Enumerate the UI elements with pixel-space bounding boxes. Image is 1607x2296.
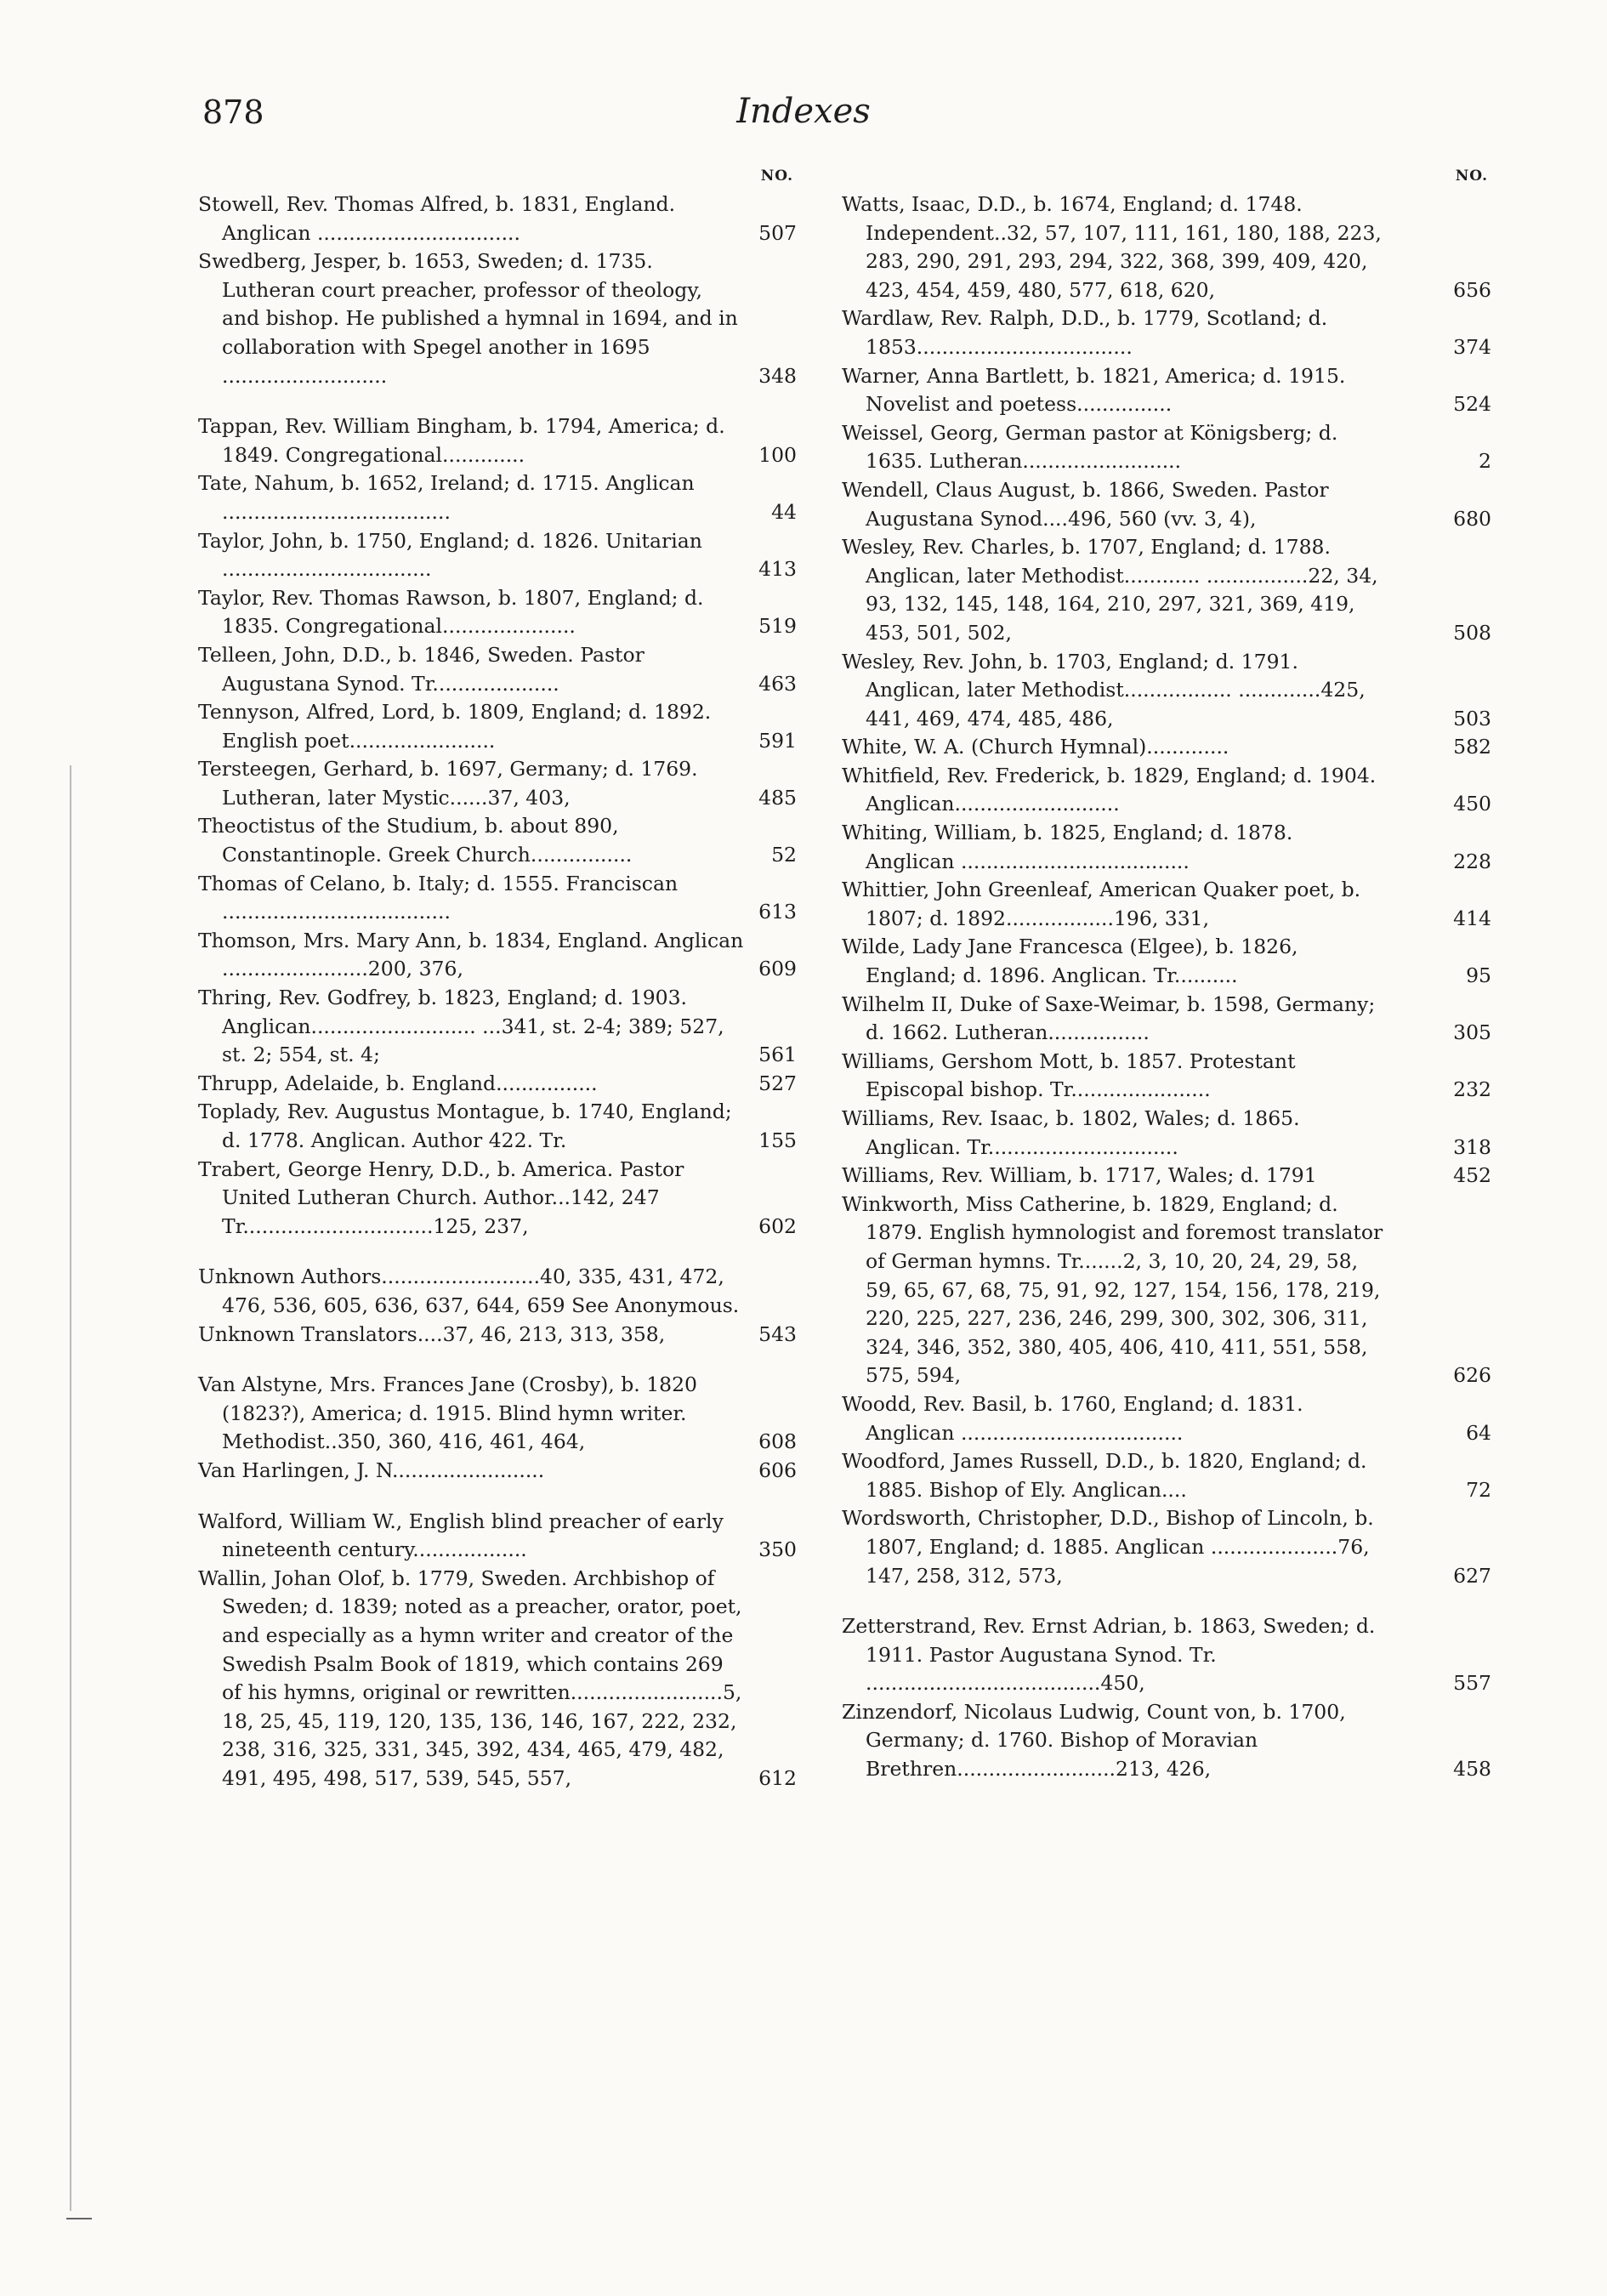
index-entry xyxy=(842,933,1491,990)
index-entry xyxy=(198,1508,797,1565)
entry-text: White, W. A. (Church Hymnal)............. xyxy=(842,735,1229,759)
index-entry xyxy=(842,733,1491,762)
hymn-number: 305 xyxy=(1453,1020,1491,1045)
hymn-number: 64 xyxy=(1466,1420,1491,1445)
index-entry xyxy=(842,190,1491,304)
hymn-number: 503 xyxy=(1453,706,1491,730)
entry-text: Unknown Authors.........................40, 335, 431, 472, 476, 536, 605, 636, 637, 644, 659 See Anonymous. xyxy=(198,1265,740,1317)
entry-text: Trabert, George Henry, D.D., b. America. Pastor United Lutheran Church. Author...142, 247 Tr..............................125, 237, xyxy=(198,1157,684,1238)
index-entry xyxy=(842,362,1491,419)
index-entry xyxy=(198,247,797,390)
entry-text: Whittier, John Greenleaf, American Quaker poet, b. 1807; d. 1892.................196, 331, xyxy=(842,878,1361,930)
hymn-number: 458 xyxy=(1453,1757,1491,1782)
index-entry xyxy=(842,876,1491,933)
entry-text: Taylor, Rev. Thomas Rawson, b. 1807, England; d. 1835. Congregational..................... xyxy=(198,585,704,639)
index-entry xyxy=(842,1048,1491,1105)
entry-text: Wordsworth, Christopher, D.D., Bishop of Lincoln, b. 1807, England; d. 1885. Anglican ....................76, 147, 258, 312, 573, xyxy=(842,1506,1374,1588)
entry-text: Unknown Translators....37, 46, 213, 313, 358, xyxy=(198,1321,666,1346)
letter-group-gap xyxy=(198,1241,793,1263)
running-head: Indexes xyxy=(736,92,871,131)
index-entry xyxy=(198,1070,797,1099)
hymn-number: 656 xyxy=(1453,277,1491,302)
entry-text: Tersteegen, Gerhard, b. 1697, Germany; d. 1769. Lutheran, later Mystic......37, 403, xyxy=(198,757,698,810)
entry-text: Van Harlingen, J. N........................ xyxy=(198,1458,545,1482)
index-entry xyxy=(198,641,797,698)
index-column-right xyxy=(842,162,1491,1784)
hymn-number: 519 xyxy=(758,614,797,639)
index-entry xyxy=(198,1263,793,1320)
entry-text: Tappan, Rev. William Bingham, b. 1794, America; d. 1849. Congregational............. xyxy=(198,414,725,467)
entry-text: Toplady, Rev. Augustus Montague, b. 1740, England; d. 1778. Anglican. Author 422. Tr. xyxy=(198,1100,732,1152)
entry-text: Van Alstyne, Mrs. Frances Jane (Crosby), b. 1820 (1823?), America; d. 1915. Blind hymn writer. Methodist..350, 360, 416, 461, 464, xyxy=(198,1372,698,1454)
hymn-number: 626 xyxy=(1453,1363,1491,1388)
hymn-number: 591 xyxy=(758,728,797,753)
entry-text: Wilde, Lady Jane Francesca (Elgee), b. 1826, England; d. 1896. Anglican. Tr.......... xyxy=(842,935,1298,988)
index-entry xyxy=(198,698,797,755)
column-number-label: NO. xyxy=(1455,168,1488,185)
hymn-number: 485 xyxy=(758,785,797,810)
entry-text: Wesley, Rev. Charles, b. 1707, England; d. 1788. Anglican, later Methodist............ ................22, 34, 93, 132, 145, 148, 164, 210, 297, 321, 369, 419, 453, 501, 502, xyxy=(842,535,1378,645)
hymn-number: 680 xyxy=(1453,506,1491,531)
entry-text: Watts, Isaac, D.D., b. 1674, England; d. 1748. Independent..32, 57, 107, 111, 161, 180, 188, 223, 283, 290, 291, 293, 294, 322, 368, 399, 409, 420, 423, 454, 459, 480, 577, 618, 620, xyxy=(842,192,1382,302)
entry-text: Thrupp, Adelaide, b. England................ xyxy=(198,1071,598,1095)
entry-text: Weissel, Georg, German pastor at Königsberg; d. 1635. Lutheran......................... xyxy=(842,420,1338,474)
index-entry xyxy=(842,1105,1491,1162)
hymn-number: 350 xyxy=(758,1537,797,1562)
entry-text: Whiting, William, b. 1825, England; d. 1878. Anglican .................................... xyxy=(842,821,1293,873)
hymn-number: 450 xyxy=(1453,792,1491,816)
entry-text: Stowell, Rev. Thomas Alfred, b. 1831, England. Anglican ................................ xyxy=(198,192,676,245)
entry-text: Woodd, Rev. Basil, b. 1760, England; d. 1831. Anglican ................................... xyxy=(842,1391,1303,1445)
entry-text: Wallin, Johan Olof, b. 1779, Sweden. Archbishop of Sweden; d. 1839; noted as a preacher, orator, poet, and especially as a hymn writer and creator of the Swedish Psalm Book of 1819, which contains 269 of his hymns, original or rewritten........................5, 18, 25, 45, 119, 120, 135, 136, 146, 167, 222, 232, 238, 316, 325, 331, 345, 392, 434, 465, 479, 482, 491, 495, 498, 517, 539, 545, 557, xyxy=(198,1566,742,1790)
index-entry xyxy=(198,812,797,869)
index-entry xyxy=(842,1447,1491,1504)
entry-text: Whitfield, Rev. Frederick, b. 1829, England; d. 1904. Anglican.......................... xyxy=(842,763,1377,816)
hymn-number: 414 xyxy=(1453,906,1491,930)
hymn-number: 507 xyxy=(758,220,797,245)
letter-group-gap xyxy=(842,1590,1437,1612)
page-number: 878 xyxy=(202,94,264,131)
hymn-number: 463 xyxy=(758,671,797,696)
entry-text: Thring, Rev. Godfrey, b. 1823, England; d. 1903. Anglican.......................... ...341, st. 2-4; 389; 527, st. 2; 554, st. 4; xyxy=(198,986,724,1067)
index-entry xyxy=(842,419,1491,476)
entry-text: Wardlaw, Rev. Ralph, D.D., b. 1779, Scotland; d. 1853.................................. xyxy=(842,306,1328,359)
hymn-number: 543 xyxy=(758,1321,797,1346)
index-entry xyxy=(198,755,797,812)
entry-text: Theoctistus of the Studium, b. about 890, Constantinople. Greek Church................ xyxy=(198,814,633,867)
entry-text: Winkworth, Miss Catherine, b. 1829, England; d. 1879. English hymnologist and foremost translator of German hymns. Tr.......2, 3, 10, 20, 24, 29, 58, 59, 65, 67, 68, 75, 91, 92, 127, 154, 156, 178, 219, 220, 225, 227, 236, 246, 299, 300, 302, 306, 311, 324, 346, 352, 380, 405, 406, 410, 411, 551, 558, 575, 594, xyxy=(842,1191,1383,1388)
hymn-number: 602 xyxy=(758,1213,797,1238)
index-entry xyxy=(198,527,797,584)
index-entry xyxy=(198,927,797,984)
index-entry xyxy=(198,584,797,641)
entry-text: Williams, Rev. Isaac, b. 1802, Wales; d. 1865. Anglican. Tr.............................. xyxy=(842,1106,1300,1159)
entry-text: Woodford, James Russell, D.D., b. 1820, England; d. 1885. Bishop of Ely. Anglican.... xyxy=(842,1449,1367,1502)
index-entry xyxy=(198,190,797,247)
entry-text: Tate, Nahum, b. 1652, Ireland; d. 1715. Anglican .................................... xyxy=(198,471,695,524)
index-entry xyxy=(842,304,1491,361)
entry-text: Tennyson, Alfred, Lord, b. 1809, England; d. 1892. English poet....................... xyxy=(198,700,712,753)
index-entry xyxy=(842,1191,1491,1390)
hymn-number: 609 xyxy=(758,957,797,981)
hymn-number: 155 xyxy=(758,1128,797,1152)
index-entry xyxy=(842,648,1491,734)
entry-text: Williams, Gershom Mott, b. 1857. Protestant Episcopal bishop. Tr...................... xyxy=(842,1049,1296,1102)
entry-text: Taylor, John, b. 1750, England; d. 1826. Unitarian ................................. xyxy=(198,528,702,582)
hymn-number: 524 xyxy=(1453,392,1491,417)
index-entry xyxy=(842,533,1491,647)
hymn-number: 613 xyxy=(758,900,797,924)
hymn-number: 228 xyxy=(1453,849,1491,873)
hymn-number: 527 xyxy=(758,1071,797,1095)
hymn-number: 612 xyxy=(758,1765,797,1790)
letter-group-gap xyxy=(198,390,793,412)
index-entry xyxy=(198,1321,797,1350)
hymn-number: 582 xyxy=(1453,735,1491,759)
index-entry xyxy=(842,1504,1491,1590)
index-entry xyxy=(198,1457,797,1486)
hymn-number: 95 xyxy=(1466,963,1491,988)
entry-text: Telleen, John, D.D., b. 1846, Sweden. Pastor Augustana Synod. Tr.................... xyxy=(198,642,645,696)
hymn-number: 557 xyxy=(1453,1671,1491,1696)
hymn-number: 72 xyxy=(1466,1477,1491,1502)
hymn-number: 606 xyxy=(758,1458,797,1482)
letter-group-gap xyxy=(198,1349,793,1371)
index-entry xyxy=(198,984,797,1070)
index-entry xyxy=(842,991,1491,1048)
entry-text: Walford, William W., English blind preacher of early nineteenth century.................. xyxy=(198,1509,724,1562)
entry-text: Thomas of Celano, b. Italy; d. 1555. Franciscan .................................... xyxy=(198,871,679,924)
index-entry xyxy=(842,1162,1491,1191)
index-entry xyxy=(842,1612,1491,1698)
hymn-number: 608 xyxy=(758,1429,797,1454)
hymn-number: 561 xyxy=(758,1043,797,1067)
index-entry xyxy=(198,1371,797,1457)
column-number-label: NO. xyxy=(760,168,793,185)
hymn-number: 318 xyxy=(1453,1134,1491,1159)
index-entry xyxy=(842,1698,1491,1784)
hymn-number: 52 xyxy=(771,843,797,867)
entry-text: Wesley, Rev. John, b. 1703, England; d. 1791. Anglican, later Methodist................. .............425, 441, 469, 474, 485, 486, xyxy=(842,649,1366,730)
hymn-number: 627 xyxy=(1453,1563,1491,1588)
entry-text: Swedberg, Jesper, b. 1653, Sweden; d. 1735. Lutheran court preacher, professor of theology, and bishop. He published a hymnal in 1694, and in collaboration with Spegel another in 1695 .......................... xyxy=(198,249,738,388)
entry-text: Wendell, Claus August, b. 1866, Sweden. Pastor Augustana Synod....496, 560 (vv. 3, 4), xyxy=(842,477,1329,531)
entry-text: Warner, Anna Bartlett, b. 1821, America; d. 1915. Novelist and poetess............... xyxy=(842,363,1346,417)
entry-text: Wilhelm II, Duke of Saxe-Weimar, b. 1598, Germany; d. 1662. Lutheran................ xyxy=(842,992,1376,1045)
entry-text: Williams, Rev. William, b. 1717, Wales; d. 1791 xyxy=(842,1163,1317,1188)
index-entry xyxy=(842,762,1491,819)
entry-text: Thomson, Mrs. Mary Ann, b. 1834, England. Anglican .......................200, 376, xyxy=(198,928,744,981)
hymn-number: 348 xyxy=(758,363,797,388)
entry-text: Zetterstrand, Rev. Ernst Adrian, b. 1863, Sweden; d. 1911. Pastor Augustana Synod. Tr. .....................................450, xyxy=(842,1614,1376,1696)
index-entry xyxy=(842,1390,1491,1447)
hymn-number: 452 xyxy=(1453,1163,1491,1188)
hymn-number: 374 xyxy=(1453,334,1491,359)
hymn-number: 232 xyxy=(1453,1077,1491,1102)
entry-list xyxy=(842,190,1491,1784)
index-column-left xyxy=(198,162,797,1793)
hymn-number: 413 xyxy=(758,557,797,582)
entry-list xyxy=(198,190,797,1793)
index-entry xyxy=(198,1565,797,1793)
margin-mark xyxy=(66,2218,92,2219)
index-entry xyxy=(198,412,797,469)
hymn-number: 100 xyxy=(758,442,797,467)
hymn-number: 508 xyxy=(1453,620,1491,645)
hymn-number: 44 xyxy=(771,499,797,524)
letter-group-gap xyxy=(198,1486,793,1508)
index-entry xyxy=(198,1098,797,1155)
index-entry xyxy=(198,1156,797,1242)
margin-mark xyxy=(70,765,71,2211)
entry-text: Zinzendorf, Nicolaus Ludwig, Count von, b. 1700, Germany; d. 1760. Bishop of Moravian Brethren.........................213, 426, xyxy=(842,1699,1346,1782)
index-entry xyxy=(198,870,797,927)
hymn-number: 2 xyxy=(1479,449,1491,474)
index-entry xyxy=(842,476,1491,533)
index-entry xyxy=(842,819,1491,876)
index-entry xyxy=(198,469,797,526)
